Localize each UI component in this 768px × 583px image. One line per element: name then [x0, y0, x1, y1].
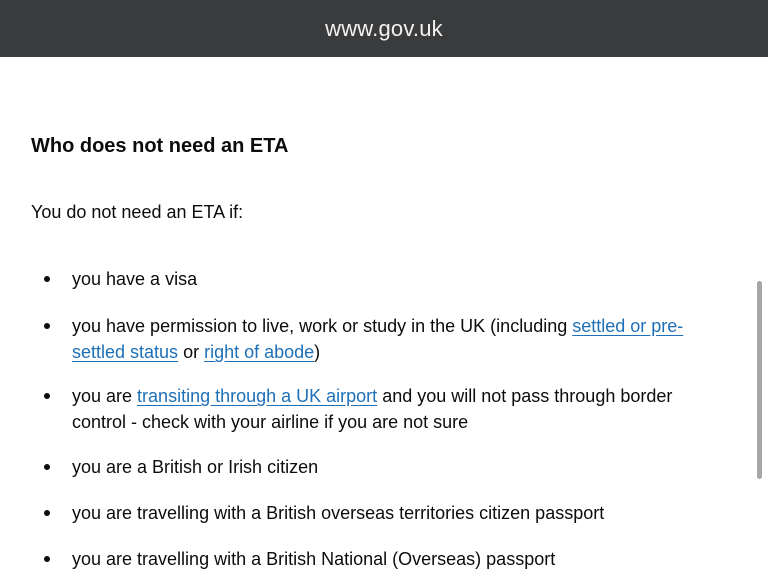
text-fragment: )	[314, 342, 321, 362]
url-text[interactable]: www.gov.uk	[325, 15, 443, 41]
bullet-icon	[44, 556, 50, 562]
list-item	[31, 546, 721, 572]
list-item-text	[72, 383, 721, 435]
settled-status-link[interactable]: settled or pre-settled status	[72, 316, 684, 362]
list-item	[31, 383, 721, 435]
intro-text: You do not need an ETA if:	[31, 202, 244, 222]
browser-url-bar[interactable]	[0, 0, 768, 57]
bullet-icon	[44, 323, 50, 329]
transiting-link[interactable]: transiting through a UK airport	[137, 386, 378, 406]
list-item-text: you are travelling with a British overseas territories citizen passport	[72, 503, 605, 523]
list-item	[31, 266, 721, 292]
list-item	[31, 500, 721, 526]
list-item-text: you are travelling with a British National (Overseas) passport	[72, 549, 556, 569]
text-fragment: you have permission to live, work or study in the UK (including	[72, 316, 573, 336]
list-item-text: you have a visa	[72, 269, 198, 289]
section-heading: Who does not need an ETA	[31, 135, 289, 157]
list-item-text: you are a British or Irish citizen	[72, 457, 319, 477]
text-fragment: and you will not pass through border control - check with your airline if you are not sure	[72, 386, 673, 432]
bullet-icon	[44, 276, 50, 282]
bullet-icon	[44, 510, 50, 516]
list-item	[31, 454, 721, 480]
scrollbar-thumb[interactable]	[757, 281, 762, 479]
list-item	[31, 313, 721, 365]
bullet-icon	[44, 464, 50, 470]
bullet-icon	[44, 393, 50, 399]
text-fragment: you are	[72, 386, 138, 406]
list-item-text	[72, 313, 721, 365]
right-of-abode-link[interactable]: right of abode	[204, 342, 315, 362]
text-fragment: or	[178, 342, 205, 362]
